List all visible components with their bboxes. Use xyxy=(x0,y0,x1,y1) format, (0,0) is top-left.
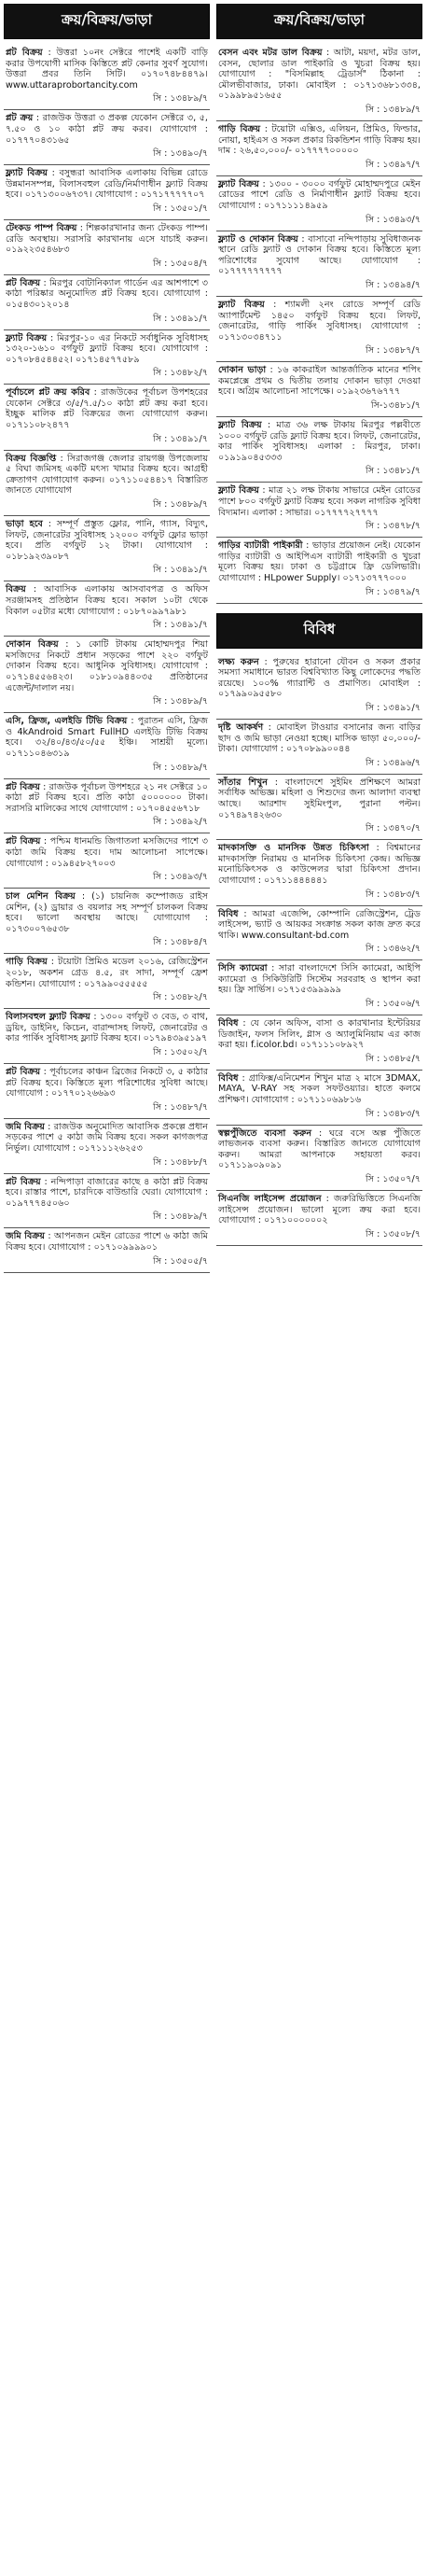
ad-text xyxy=(6,1012,208,1044)
ad-body: : পূর্বাচলের কাঞ্চন ব্রিজের নিকটে ৩, ৫ কাঠার প্লট বিক্রয় হবে। কিস্তিতে মূল্য পরিশোধের সুবিধা আছে। যোগাযোগ : ০১৭৭০১২৬৬৯৩ xyxy=(6,1067,208,1099)
ad-body: : শ্যামলী ২নং রোডে সম্পূর্ণ রেডি অ্যাপার্টমেন্ট ১৪৫০ বর্গফুট বিক্রয় হবে। লিফট, জেনারেটর, গাড়ি পার্কিং সুবিধাসহ। যোগাযোগ : ০১৭১৩০৩৪৭১১ xyxy=(218,299,421,343)
ad-body: : রাজউক উত্তরা ৩ প্রকল্প যেকোন সেক্টরে ৩, ৫, ৭.৫০ ও ১০ কাঠা প্লট ক্রয় করব। যোগাযোগ : ০১৭৭৭০৪৩১৬৫ xyxy=(6,113,208,146)
ad-title: পূর্বাচলে প্লট ক্রয় করিব xyxy=(6,387,90,399)
classified-ad xyxy=(216,483,422,538)
ad-text xyxy=(6,223,208,256)
ad-title: টেংকড পাম্প বিক্রয় xyxy=(6,222,77,233)
ad-code: সি : ১৩৪৯১/৭ xyxy=(152,620,208,631)
ad-body: : বসুন্ধরা আবাসিক এলাকায় বিভিন্ন রোডে উন্নমানসম্পন্ন, বিলাসবহুল রেডি/নির্মাণাধীন ফ্ল্যাট বিক্রয় হবে। ০১৭১৩০০৬৭৩৭। যোগাযোগ : ০১৭১৭৭৭৭৭০৭ xyxy=(6,168,208,201)
classified-ad xyxy=(4,889,210,954)
classified-ad xyxy=(4,581,210,637)
ad-title: গাড়ি বিক্রয় xyxy=(6,957,48,968)
ad-body: : গ্রাফিক্স/এনিমেশন শিখুন মাত্র ২ মাসে 3DMAX, MAYA, V-RAY সহ সকল সফটওয়্যার। হাতে কলমে প্রশিক্ষণ। যোগাযোগ : ০১৭১১০৬৯৮১৬ xyxy=(218,1072,421,1106)
ad-title: প্লট বিক্রয় xyxy=(6,781,40,792)
ad-title: বিলাসবহুল ফ্ল্যাট বিক্রয় xyxy=(6,1012,90,1023)
ad-text xyxy=(6,1177,208,1210)
right-ads-list xyxy=(216,45,422,604)
ad-text xyxy=(6,48,208,91)
ad-text xyxy=(218,963,421,996)
section-header-miscellaneous: বিবিধ xyxy=(216,613,422,649)
ad-text xyxy=(218,48,421,102)
classified-ad xyxy=(216,121,422,176)
ad-code: সি : ১৩৪৯১/৭ xyxy=(152,433,208,444)
ad-code: সি : ১৩৪৮৩/৭ xyxy=(365,889,421,900)
ad-code: সি : ১৩৪৯২/৭ xyxy=(152,817,208,828)
ad-title: গাড়ি বিক্রয় xyxy=(218,123,261,134)
ad-title: বিক্রয় xyxy=(6,584,26,595)
ad-code: সি : ১৩৫০২/৭ xyxy=(152,1047,208,1058)
ad-text xyxy=(218,179,421,212)
classified-ad xyxy=(216,960,422,1015)
ad-text xyxy=(218,843,421,886)
ad-body: : বাংলাদেশে সুইমিং প্রশিক্ষণে আমরা সর্বাধিক অভিজ্ঞ। মহিলা ও শিশুদের জন্য আলাদা ব্যবস্থা আছে। আরশাদ সুইমিংপুল, পুরানা পল্টন। ০১৭৪৯৭৪২৬৩০ xyxy=(218,777,421,820)
classified-ad xyxy=(216,654,422,720)
ad-title: ফ্ল্যাট বিক্রয় xyxy=(6,332,48,343)
ad-code: সি : ১৩৪৭৮/৭ xyxy=(365,521,421,532)
ad-body: : নন্দিপাড়া বাজারের কাছে ৪ কাঠা প্লট বিক্রয় হবে। রাস্তার পাশে, চারদিকে বাউন্ডারি ঘেরা। যোগাযোগ : ০১৯৭৭৭৪৫০৬০ xyxy=(6,1176,208,1209)
ad-title: প্লট বিক্রয় xyxy=(6,836,41,847)
ad-code: সি : ১৩৪৯৪/৭ xyxy=(365,279,421,290)
ad-title: ফ্ল্যাট ও দোকান বিক্রয় xyxy=(218,233,298,245)
classified-ad xyxy=(4,275,210,330)
ad-text xyxy=(6,1231,208,1253)
ad-text xyxy=(6,168,208,201)
ad-text xyxy=(218,1073,421,1106)
ad-text xyxy=(6,454,208,497)
ad-title: বিবিধ xyxy=(218,908,239,919)
classified-ad xyxy=(4,1228,210,1272)
ad-text xyxy=(218,485,421,518)
ad-title: ফ্ল্যাট বিক্রয় xyxy=(218,420,262,431)
ad-body: : আটা, ময়দা, মটর ডাল, বেসন, ছোলার ডাল পাইকারি ও খুচরা বিক্রয় হয়। যোগাযোগ : "বিসমিল্লাহ ট্রেডার্স" ঠিকানা : মৌলভীবাজার, ঢাকা। মোবাইল : ০১৭১৩৬৮১৩৩৪, ০১৯৯৮৯৫১৬৫৫ xyxy=(218,48,421,102)
ad-body: : সম্পূর্ণ প্রস্তুত ফ্লোর, পানি, গ্যাস, বিদ্যুৎ, লিফট, জেনারেটর সুবিধাসহ ১২০০০ বর্গফুট ফ্লোর ভাড়া হবে। প্রতি বর্গফুট ১২ টাকা। যোগাযোগ : ০১৮১৯২৩৯০৮৭ xyxy=(6,519,208,562)
ad-title: ফ্ল্যাট বিক্রয় xyxy=(218,299,265,310)
ad-title: সাঁতার শিখুন xyxy=(218,777,268,788)
ad-text xyxy=(6,278,208,311)
classified-ad xyxy=(216,720,422,775)
ad-title: বিবিধ xyxy=(218,1072,239,1084)
ad-body: : উত্তরা ১০নং সেক্টরে পাশেই একটি বাড়ি করার উপযোগী মাসিক কিস্তিতে প্লট কেনার সুবর্ণ সুযোগ। উত্তরা প্রবর তিনি সিটি। ০১৭০৭৪৮৪৪৭৯। www.uttaraprobortancity.com xyxy=(6,48,208,91)
classified-ad xyxy=(4,1174,210,1229)
ad-code: সি-১৩৪৮১/৭ xyxy=(370,400,421,412)
ad-text xyxy=(218,124,421,157)
ad-title: দৃষ্টি আকর্ষণ xyxy=(218,721,264,733)
classified-ad xyxy=(4,330,210,385)
ad-body: : টয়োটা প্রিমিও মডেল ২০১৬, রেজিস্ট্রেশন ২০১৮, অকশন গ্রেড ৪.৫, রং সাদা, সম্পূর্ণ ফ্রেশ কন্ডিশন। যোগাযোগ : ০১৭৯৯০৫৫৫৫৫ xyxy=(6,957,208,989)
ad-body: : আবাসিক এলাকায় আসবাবপত্র ও অফিস সরঞ্জামসহ প্রতিষ্ঠান বিক্রয় হবে। সকাল ১০টা থেকে বিকাল ০৫টার মধ্যে যোগাযোগ : ০১৮৭০৯৯৭৯৮১ xyxy=(6,584,208,617)
classified-ad xyxy=(4,1009,210,1064)
ad-text xyxy=(218,909,421,942)
ad-text xyxy=(6,584,208,617)
ad-title: প্লট বিক্রয় xyxy=(6,1067,41,1078)
ad-text xyxy=(218,722,421,755)
ad-code: সি : ১৩৪৯০/৭ xyxy=(152,148,208,160)
ad-code: সি : ১৩৫০১/৭ xyxy=(152,203,208,214)
classified-ad xyxy=(216,906,422,961)
ad-body: : ১ কোটি টাকায় মোহাম্মদপুর শিয়া মসজিদের নিকটে প্রধান সড়কের পাশে ২২০ বর্গফুট দোকান বিক্রয় হবে। আধুনিক সুবিধাসহ। যোগাযোগ : ০১৭১৪৫৫৬৪২৩। ০১৮১০৯৪৪০৩৫ প্রতিষ্ঠানের এজেন্ট/দালাল নয়। xyxy=(6,639,208,693)
classified-ad xyxy=(216,297,422,362)
ad-body: : ঘরে বসে অল্প পুঁজিতে লাভজনক ব্যবসা করুন। বিস্তারিত জানতে যোগাযোগ করুন। আমরা আপনাকে সহায়তা করব। ০১৭১১৯০৯০৯১ xyxy=(218,1127,421,1171)
ad-code: সি : ১৩৪৯১/৭ xyxy=(365,702,421,713)
ad-code: সি : ১৩৫০৭/৭ xyxy=(365,1174,421,1184)
ad-code: সি : ১৩৫০৬/৭ xyxy=(365,999,421,1010)
ad-body: : পশ্চিম ধানমন্ডি জিগাতলা মসজিদের পাশে ৩ কাঠা জমি বিক্রয় হবে। দাম আলোচনা সাপেক্ষে। যোগাযোগ : ০১৯৪৫৮২৭০০৩ xyxy=(6,836,208,869)
ad-body: : রাজউকের পূর্বাচল উপশহরের যেকোন সেক্টরে ৩/৫/৭.৫/১০ কাঠা প্লট ক্রয় করা হবে। ইচ্ছুক মালিক প্লট বিক্রয়ের জন্য যোগাযোগ করুন। ০১৭১১০৮২৪৭৭ xyxy=(6,387,208,431)
ad-code: সি : ১৩৪৮২/৭ xyxy=(152,992,208,1003)
classified-ad xyxy=(4,516,210,581)
classified-ad xyxy=(216,1071,422,1126)
classified-ad xyxy=(4,451,210,516)
ad-title: ফ্ল্যাট বিক্রয় xyxy=(6,168,48,179)
classified-ad xyxy=(216,231,422,297)
ad-code: সি : ১৩৪৮৯/৭ xyxy=(152,93,208,105)
classified-ad xyxy=(216,1126,422,1191)
classifieds-page xyxy=(4,4,424,2572)
ad-text xyxy=(218,777,421,820)
classified-ad xyxy=(216,417,422,483)
ad-code: সি : ১৩৪৮১/৭ xyxy=(365,466,421,477)
ad-text xyxy=(6,1122,208,1155)
ad-body: : সিরাজগঞ্জ জেলার রায়গঞ্জ উপজেলায় ৫ বিঘা জমিসহ একটি মৎস্য খামার বিক্রয় হবে। আগ্রহী ক্রেতাগণ যোগাযোগ করুন। ০১৭১১০৫৪৪১৭ বিস্তারিত জানতে যোগাযোগ xyxy=(6,453,208,497)
ad-body: : মাত্র ২১ লক্ষ টাকায় সাভারে মেইন রোডের পাশে ৮০০ বর্গফুট ফ্ল্যাট বিক্রয় হবে। সকল নাগরিক সুবিধা বিদ্যমান। এলাকা : সাভার। ০১৭৭৭৭২৭৭৭৭ xyxy=(218,485,421,518)
ad-text xyxy=(6,113,208,146)
ad-body: : সারা বাংলাদেশে সিসি ক্যামেরা, আইপি ক্যামেরা ও সিকিউরিটি সিস্টেম সরবরাহ ও স্থাপন করা হয়। ফ্রি সার্ভিস। ০১৭১৫৩৯৯৯৯৯ xyxy=(218,963,421,996)
ad-text xyxy=(218,420,421,463)
classified-ad xyxy=(216,362,422,417)
ad-title: বিবিধ xyxy=(218,1018,239,1029)
ad-text xyxy=(6,1067,208,1099)
classified-ad xyxy=(4,110,210,165)
ad-title: প্লট ক্রয় xyxy=(6,113,34,124)
classified-ad xyxy=(4,1064,210,1119)
left-column xyxy=(4,4,210,1273)
ad-body: : ভাড়ার প্রয়োজন নেই। যেকোন গাড়ির ব্যাটারী ও আইপিএস ব্যাটারী পাইকারী ও খুচরা মূল্যে বিক্রয় হয়। ঢাকা ও চট্টগ্রামে ফ্রি ডেলিভারী। যোগাযোগ : HLpower Supply। ০১৭১৩৭৭৭০০০ xyxy=(218,540,421,583)
ad-text xyxy=(218,1128,421,1171)
ad-title: চাল মেশিন বিক্রয় xyxy=(6,891,76,903)
ad-text xyxy=(218,365,421,398)
classified-ad xyxy=(4,637,210,713)
ad-code: সি : ১৩৫০৫/৭ xyxy=(152,1255,208,1267)
classified-ad xyxy=(216,538,422,603)
classified-ad xyxy=(4,385,210,450)
misc-ads-list xyxy=(216,654,422,1246)
ad-text xyxy=(6,782,208,815)
ad-text xyxy=(218,1194,421,1226)
ad-title: সিসি ক্যামেরা xyxy=(218,963,268,974)
ad-body: : জরুরিভিত্তিতে সিএনজি লাইসেন্স প্রয়োজন। ভালো মূল্যে ক্রয় করা হবে। যোগাযোগ : ০১৭১০০০০০০২ xyxy=(218,1194,421,1226)
classified-ad xyxy=(4,1119,210,1174)
ad-code: সি : ১৩৪৯৭/৭ xyxy=(365,159,421,170)
ad-title: ভাড়া হবে xyxy=(6,519,43,530)
ad-body: : আমরা এজেন্সি, কোম্পানি রেজিস্ট্রেশন, ট্রেড লাইসেন্স, ভ্যাট ও আয়কর সংক্রান্ত সকল কাজ দ্রুত করে থাকি। www.consultant-bd.com xyxy=(218,908,421,941)
ad-body: : টয়োটা এক্সিও, এলিয়ন, প্রিমিও, ফিল্ডার, নোয়া, হাইএস ও সকল প্রকার রিকন্ডিশন গাড়ি বিক্রয় হয়। দাম : ২৬,৫০,০০০/- ০১৭৭৭৭০০০০০ xyxy=(218,123,421,157)
ad-body: : ১৩০০ - ৩০০০ বর্গফুট মোহাম্মদপুরে মেইন রোডের পাশে রেডি ও নির্মাণাধীন ফ্ল্যাট বিক্রয় হবে। যোগাযোগ : ০১৭১১১১৪৯৫৯ xyxy=(218,178,421,211)
section-header-buy-sell-rent: ক্রয়/বিক্রয়/ভাড়া xyxy=(4,4,210,39)
ad-title: দোকান বিক্রয় xyxy=(6,639,59,651)
ad-body: : মিরপুর-১০ এর নিকটে সর্বাধুনিক সুবিধাসহ ১৩২০-১৬১০ বর্গফুট ফ্ল্যাট বিক্রয় হবে। যোগাযোগ : ০১৭০৮৪৫৪৪৫২। ০১৭১৪৫৭৭৫৮৯ xyxy=(6,332,208,365)
left-ads-list xyxy=(4,45,210,1273)
ad-text xyxy=(218,1018,421,1051)
ad-title: বিক্রয় বিজ্ঞপ্তি xyxy=(6,453,57,464)
classified-ad xyxy=(216,840,422,905)
ad-code: সি : ১৩৪৯১/৭ xyxy=(152,313,208,324)
ad-title: জমি বিক্রয় xyxy=(6,1231,46,1242)
ad-code: সি : ১৩৪৮৭/৭ xyxy=(152,1101,208,1113)
ad-title: ফ্ল্যাট বিক্রয় xyxy=(218,485,259,497)
ad-code: সি : ১৩৪৭৯/৭ xyxy=(365,586,421,597)
ad-body: : পুরুষের হারানো যৌবন ও সকল প্রকার সমস্যা সমাধানে ভারত বিশ্ববিখ্যাত কিছু লোকেদের পদ্ধতি রয়েছে। ১০০% গ্যারান্টি ও প্রমাণিত। মোবাইল : ০১৭৯৯০৯৫৫৮০ xyxy=(218,656,421,700)
classified-ad xyxy=(4,954,210,1009)
ad-code: সি : ১৩৪৮৮/৭ xyxy=(152,1156,208,1168)
ad-code: সি : ১৩৪৮৯/৭ xyxy=(152,1211,208,1223)
classified-ad xyxy=(216,1015,422,1071)
ad-title: লক্ষ্য করুন xyxy=(218,656,259,667)
ad-body: : বাসাবো নন্দিপাড়ায় সুবিধাজনক স্থানে রেডি ফ্ল্যাট ও দোকান বিক্রয় হবে। কিস্তিতে মূল্য পরিশোধের সুযোগ আছে। যোগাযোগ : ০১৭৭৭৭৭৭৭৭৭ xyxy=(218,233,421,277)
ad-title: ফ্ল্যাট বিক্রয় xyxy=(218,178,259,189)
ad-code: সি : ১৩৫০৪/৭ xyxy=(152,258,208,269)
ad-title: বেসন এবং মটর ডাল বিক্রয় xyxy=(218,48,323,58)
classified-ad xyxy=(4,779,210,834)
classified-ad xyxy=(216,775,422,840)
classified-ad xyxy=(4,713,210,778)
ad-title: জমি বিক্রয় xyxy=(6,1121,45,1132)
ad-text xyxy=(6,387,208,430)
ad-title: গাড়ির ব্যাটারী পাইকারী xyxy=(218,540,303,552)
ad-code: সি : ১৩৪৮৯/৭ xyxy=(152,696,208,707)
ad-text xyxy=(6,333,208,366)
ad-body: : ১৩০০ বর্গফুট ৩ বেড, ৩ বাথ, ড্রয়িং, ডাইনিং, কিচেন, বারান্দাসহ লিফট, জেনারেটর ও কার পার্কিং সুবিধাসহ ফ্ল্যাট বিক্রয় হবে। ০১৭৯৪৩৯৫১৯৭ xyxy=(6,1012,208,1044)
classified-ad xyxy=(4,165,210,220)
ad-title: স্বল্পপুঁজিতে ব্যবসা করুন xyxy=(218,1127,312,1139)
ad-code: সি : ১৩৪৮৯/৭ xyxy=(365,104,421,115)
ad-code: সি : ১৩৪৯১/৭ xyxy=(152,565,208,576)
section-header-buy-sell-rent-right: ক্রয়/বিক্রয়/ভাড়া xyxy=(216,4,422,39)
right-column xyxy=(216,4,422,1246)
ad-body: : পুরাতন এসি, ফ্রিজ ও 4kAndroid Smart FullHD এলইডি টিভি বিক্রয় হবে। ৩২/৪০/৪৩/৫০/৫৫ ইঞ্চি। সাশ্রয়ী মূল্যে। ০১৭১১০৪৬৩১৯ xyxy=(6,716,208,759)
ad-code: সি : ১৩৪৮৯/৭ xyxy=(152,499,208,511)
ad-body: : মিরপুর বোটানিক্যাল গার্ডেন এর আশপাশে ৩ কাঠা পরিষ্কার অনুমোদিত প্লট বিক্রয় হবে। যোগাযোগ : ০১৫৪৩০১২০১৪ xyxy=(6,277,208,310)
classified-ad xyxy=(4,220,210,275)
ad-body: : বিশ্বমানের মাদকাসক্তি নিরাময় ও মানসিক চিকিৎসা কেন্দ্র। অভিজ্ঞ মনোচিকিৎসক ও কাউন্সেলর দ্বারা চিকিৎসা প্রদান। যোগাযোগ : ০১৭১১৪৪৪৪৪১ xyxy=(218,843,421,886)
ad-body: : রাজউক অনুমোদিত আবাসিক প্রকল্পে প্রধান সড়কের পাশে ৫ কাঠা জমি বিক্রয় হবে। সকল কাগজপত্র নির্ভুল। যোগাযোগ : ০১৭১১১২৬২৫৩ xyxy=(6,1121,208,1154)
ad-code: সি : ১৩৪৯৩/৭ xyxy=(152,872,208,883)
ad-title: এসি, ফ্রিজ, এলইডি টিভি বিক্রয় xyxy=(6,716,128,727)
ad-code: সি : ১৩৪৯৬/৭ xyxy=(365,757,421,768)
ad-code: সি : ১৩৫০৮/৭ xyxy=(365,1228,421,1239)
ad-code: সি : ১৩৪৮৯/৭ xyxy=(152,762,208,773)
ad-text xyxy=(218,234,421,277)
ad-body: : শিল্পকারখানার জন্য টেংকড পাম্প। রেডি অবস্থায়। সরাসরি কারখানায় এসে যাচাই করুন। ০১৯২২৩৫৪৬৮৩ xyxy=(6,222,208,256)
ad-body: : মোবাইল টাওয়ার বসানোর জন্য বাড়ির ছাদ ও জমি ভাড়া নেওয়া হচ্ছে। মাসিক ভাড়া ৫০,০০০/- টাকা। যোগাযোগ : ০১৭০৮৯৯০০৪৪ xyxy=(218,721,421,755)
ad-code: সি : ১৩৪৭০/৭ xyxy=(365,823,421,834)
ad-text xyxy=(6,716,208,759)
ad-code: সি : ১৩৪৮২/৭ xyxy=(152,368,208,379)
classified-ad xyxy=(4,833,210,889)
ad-text xyxy=(218,657,421,700)
ad-title: প্লট বিক্রয় xyxy=(6,277,41,288)
ad-body: : মাত্র ৩৬ লক্ষ টাকায় মিরপুর পল্লবীতে ১০০০ বর্গফুট রেডি ফ্ল্যাট বিক্রয় হবে। লিফট, জেনারেটর, কার পার্কিং সুবিধাসহ। এলাকা : মিরপুর, ঢাকা। ০১৯১৯০৪৫৩৩৩ xyxy=(218,420,421,463)
classified-ad xyxy=(216,1191,422,1246)
ad-body: : আপনজন মেইন রোডের পাশে ৬ কাঠা জমি বিক্রয় হবে। যোগাযোগ : ০১৭১০৯৯৯৯০১ xyxy=(6,1231,208,1253)
ad-code: সি : ১৩৪৬২/৭ xyxy=(365,944,421,955)
ad-title: প্লট বিক্রয় xyxy=(6,48,43,58)
ad-text xyxy=(6,957,208,989)
ad-text xyxy=(6,639,208,693)
ad-title: প্লট বিক্রয় xyxy=(6,1176,41,1187)
classified-ad xyxy=(4,45,210,110)
ad-code: সি : ১৩৪৮৭/৭ xyxy=(365,345,421,357)
ad-body: : রাজউক পূর্বাচল উপশহরে ২১ নং সেক্টরে ১০ কাঠা প্লট বিক্রয় হবে। প্রতি কাঠা ৫০০০০০০ টাকা। সরাসরি মালিকের সাথে যোগাযোগ : ০১৭০৪৫৫৬৭১৮ xyxy=(6,781,208,814)
ad-body: : যে কোন অফিস, বাসা ও কারখানার ইন্টেরিয়র ডিজাইন, ফলস সিলিং, গ্লাস ও অ্যালুমিনিয়াম এর কাজ করা হয়। f.icolor.bd। ০১৭১১১০৮৯২৭ xyxy=(218,1018,421,1051)
ad-text xyxy=(6,519,208,562)
ad-title: সিএনজি লাইসেন্স প্রয়োজন xyxy=(218,1194,322,1204)
classified-ad xyxy=(216,176,422,231)
ad-text xyxy=(218,300,421,343)
ad-code: সি : ১৩৪৯৩/৭ xyxy=(365,214,421,225)
ad-title: দোকান ভাড়া xyxy=(218,365,267,376)
ad-code: সি : ১৩৪৮৫/৭ xyxy=(365,1053,421,1064)
ad-text xyxy=(6,891,208,934)
ad-text xyxy=(218,540,421,583)
ad-text xyxy=(6,836,208,869)
ad-body: : (১) চায়নিজ কম্পোজড রাইস মেশিন, (২) ড্রায়ার ও বয়লার সহ সম্পূর্ণ চালকল বিক্রয় হবে। ভালো অবস্থায় আছে। যোগাযোগ : ০১৭৩০০৭৬৫৩৮ xyxy=(6,891,208,934)
ad-code: সি : ১৩৪৮৪/৭ xyxy=(152,937,208,948)
ad-code: সি : ১৩৪৮৩/৭ xyxy=(365,1108,421,1119)
classified-ad xyxy=(216,45,422,121)
ad-body: : ১৬ কাকরাইল আন্তর্জাতিক মানের শপিং কমপ্লেক্সে প্রথম ও দ্বিতীয় তলায় দোকান ভাড়া দেওয়া হবে। অগ্রিম আলোচনা সাপেক্ষে। ০১৯২৩৬৭৬৭৭৭ xyxy=(218,365,421,398)
ad-title: মাদকাসক্তি ও মানসিক উন্নত চিকিৎসা xyxy=(218,843,369,854)
